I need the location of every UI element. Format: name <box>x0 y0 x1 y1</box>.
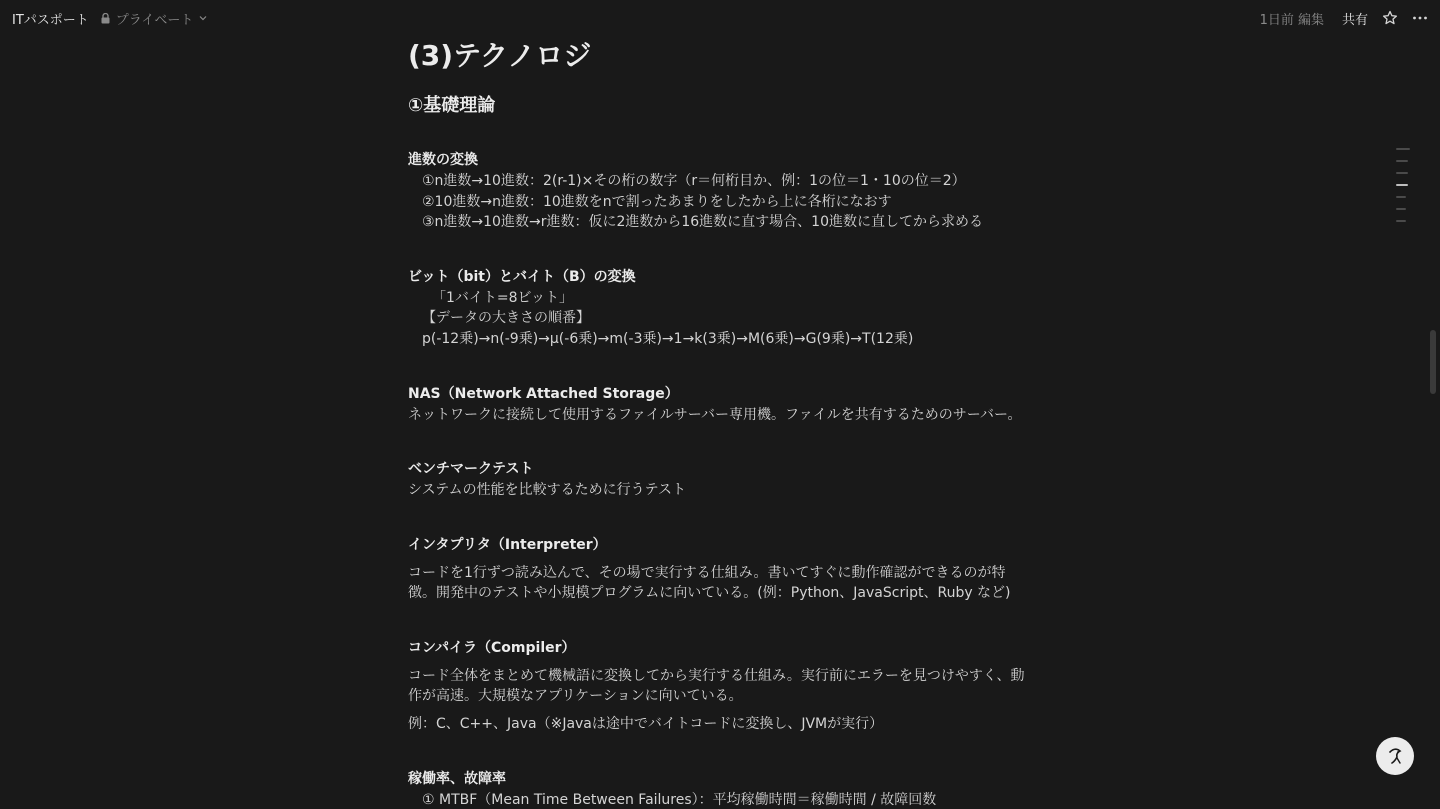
help-button[interactable] <box>1376 737 1414 775</box>
privacy-label: プライベート <box>115 12 194 28</box>
outline-item[interactable] <box>1396 172 1408 174</box>
text-line[interactable]: 作が高速。大規模なアプリケーションに向いている。 <box>408 688 743 704</box>
text-line[interactable]: システムの性能を比較するために行うテスト <box>408 482 687 498</box>
heading-1[interactable]: (3)テクノロジ <box>408 39 592 72</box>
top-actions <box>1260 9 1428 28</box>
text-line[interactable]: ②10進数→n進数：10進数をnで割ったあまりをしたから上に各桁になおす <box>422 194 892 210</box>
lock-icon <box>101 13 110 24</box>
star-icon[interactable] <box>1382 10 1398 26</box>
heading-2[interactable]: ①基礎理論 <box>408 95 496 116</box>
share-button[interactable]: 共有 <box>1341 12 1368 28</box>
text-line[interactable]: 徴。開発中のテストや小規模プログラムに向いている。(例：Python、JavaScript、Ruby など) <box>408 585 1011 601</box>
outline-item[interactable] <box>1396 208 1406 210</box>
top-bar <box>0 0 1440 36</box>
section-title[interactable]: インタプリタ（Interpreter） <box>408 537 607 553</box>
outline-item-active[interactable] <box>1396 184 1408 186</box>
page-breadcrumb-title[interactable]: ITパスポート <box>12 12 89 28</box>
text-line[interactable]: コードを1行ずつ読み込んで、その場で実行する仕組み。書いてすぐに動作確認ができるのが特 <box>408 565 1006 581</box>
text-line[interactable]: ①n進数→10進数：2(r-1)×その桁の数字（r＝何桁目か、例：1の位＝1・10の位＝2） <box>422 173 966 189</box>
outline-item[interactable] <box>1396 196 1406 198</box>
section-title[interactable]: ビット（bit）とバイト（B）の変換 <box>408 269 636 285</box>
chevron-down-icon <box>199 14 207 22</box>
text-line[interactable]: 【データの大きさの順番】 <box>422 310 590 326</box>
vertical-scrollbar[interactable] <box>1430 330 1436 394</box>
text-line[interactable]: ① MTBF（Mean Time Between Failures）：平均稼働時間＝稼働時間 / 故障回数 <box>422 792 937 808</box>
text-line[interactable]: 「1バイト=8ビット」 <box>432 290 573 306</box>
section-title[interactable]: 進数の変換 <box>408 152 478 168</box>
help-mascot-icon <box>1382 743 1408 769</box>
last-edited-label: 1日前 編集 <box>1259 12 1324 28</box>
section-title[interactable]: ベンチマークテスト <box>408 461 534 477</box>
section-title[interactable]: NAS（Network Attached Storage） <box>408 386 679 402</box>
text-line[interactable]: 例：C、C++、Java（※Javaは途中でバイトコードに変換し、JVMが実行） <box>408 716 884 732</box>
privacy-dropdown[interactable] <box>101 9 208 28</box>
section-title[interactable]: 稼働率、故障率 <box>408 771 506 787</box>
text-line[interactable]: ネットワークに接続して使用するファイルサーバー専用機。ファイルを共有するためのサーバー。 <box>408 407 1022 423</box>
outline-item[interactable] <box>1396 160 1408 162</box>
more-options-icon[interactable] <box>1412 10 1428 26</box>
outline-item[interactable] <box>1396 220 1406 222</box>
section-title[interactable]: コンパイラ（Compiler） <box>408 640 576 656</box>
text-line[interactable]: p(-12乗)→n(-9乗)→μ(-6乗)→m(-3乗)→1→k(3乗)→M(6乗)→G(9乗)→T(12乗) <box>422 331 914 347</box>
text-line[interactable]: ③n進数→10進数→r進数：仮に2進数から16進数に直す場合、10進数に直してから求める <box>422 214 983 230</box>
text-line[interactable]: コード全体をまとめて機械語に変換してから実行する仕組み。実行前にエラーを見つけやすく、動 <box>408 668 1025 684</box>
outline-item[interactable] <box>1396 148 1410 150</box>
